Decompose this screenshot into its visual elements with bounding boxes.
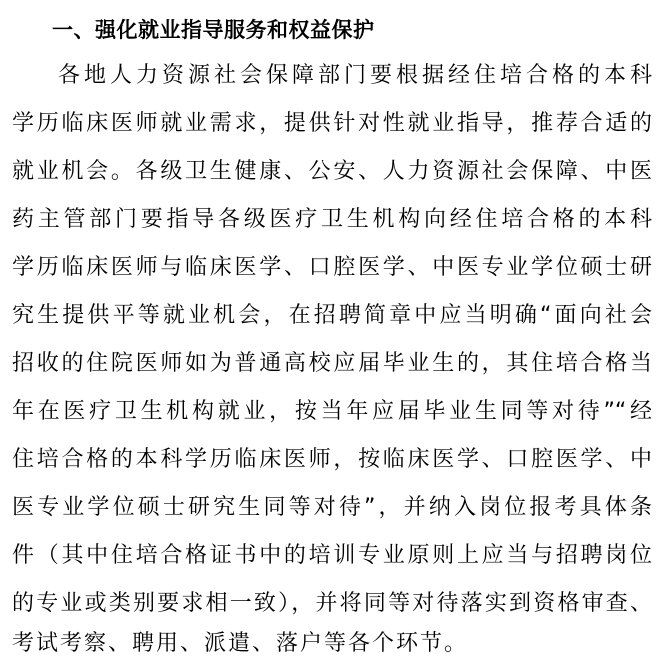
paragraph-line: 医专业学位硕士研究生同等对待”，并纳入岗位报考具体条 [12, 495, 652, 520]
paragraph-line: 各地人力资源社会保障部门要根据经住培合格的本科 [58, 63, 652, 88]
paragraph-line: 年在医疗卫生机构就业，按当年应届毕业生同等对待”“经 [12, 399, 652, 424]
section-heading: 一、强化就业指导服务和权益保护 [52, 18, 375, 42]
paragraph-line: 的专业或类别要求相一致），并将同等对待落实到资格审查、 [12, 591, 652, 616]
paragraph-line: 学历临床医师与临床医学、口腔医学、中医专业学位硕士研 [12, 255, 652, 280]
paragraph-line: 学历临床医师就业需求，提供针对性就业指导，推荐合适的 [12, 111, 652, 136]
paragraph-line: 考试考察、聘用、派遣、落户等各个环节。 [12, 631, 469, 656]
paragraph-line: 究生提供平等就业机会，在招聘简章中应当明确“面向社会 [12, 303, 652, 328]
paragraph-line: 件（其中住培合格证书中的培训专业原则上应当与招聘岗位 [12, 543, 652, 568]
paragraph-line: 就业机会。各级卫生健康、公安、人力资源社会保障、中医 [12, 159, 652, 184]
paragraph-line: 招收的住院医师如为普通高校应届毕业生的，其住培合格当 [12, 351, 652, 376]
paragraph-line: 药主管部门要指导各级医疗卫生机构向经住培合格的本科 [12, 207, 652, 232]
paragraph-line: 住培合格的本科学历临床医师，按临床医学、口腔医学、中 [12, 447, 652, 472]
